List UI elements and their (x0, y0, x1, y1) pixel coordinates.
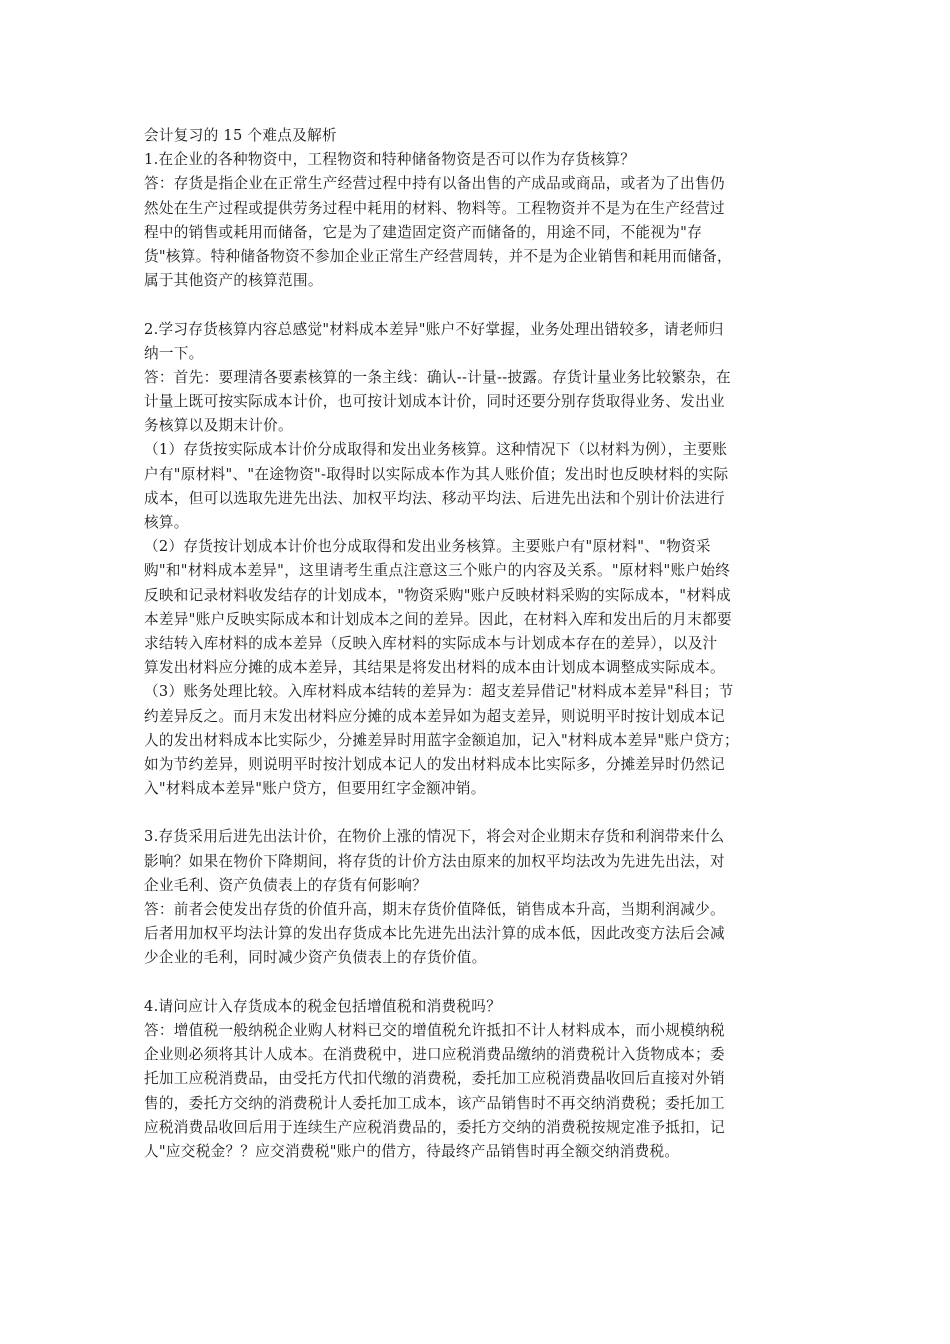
text-line: 反映和记录材料收发结存的计划成本，"物资采购"账户反映材料采购的实际成本，"材料成 (144, 586, 732, 604)
document-body (144, 124, 810, 1164)
text-line: （1）存货按实际成本计价分成取得和发出业务核算。这种情况下（以材料为例），主要账 (144, 441, 728, 459)
text-line: 答：存货是指企业在正常生产经营过程中持有以备出售的产成品或商品，或者为了出售仍 (144, 175, 725, 193)
text-line: 人"应交税金？？应交消费税"账户的借方，待最终产品销售时再全额交纳消费税。 (144, 1142, 680, 1160)
blank-line (144, 971, 810, 995)
text-line: 4.请问应计入存货成本的税金包括增值税和消费税吗？ (144, 997, 502, 1015)
text-line: 属于其他资产的核算范围。 (144, 272, 323, 290)
text-line: 入"材料成本差异"账户贷方，但要用红字金额冲销。 (144, 780, 486, 798)
text-line: 核算。 (144, 514, 189, 531)
text-line: 购"和"材料成本差异"，这里请考生重点注意这三个账户的内容及关系。"原材料"账户始终 (144, 562, 731, 580)
text-line: 答：增值税一般纳税企业购人材料已交的增值税允许抵扣不计人材料成本，而小规模纳税 (144, 1021, 725, 1039)
text-line: 后者用加权平均法计算的发出存货成本比先进先出法汁算的成本低，因此改变方法后会减 (144, 925, 725, 943)
text-line: 应税消费品收回后用于连续生产应税消费品的，委托方交纳的消费税按规定准予抵扣，记 (144, 1118, 725, 1136)
text-line: 影响？如果在物价下降期间，将存货的计价方法由原来的加权平均法改为先进先出法，对 (144, 852, 725, 870)
document-title: 会计复习的 15 个难点及解析 (144, 127, 337, 144)
text-line: （3）账务处理比较。入库材料成本结转的差异为：超支差异借记"材料成本差异"科目；节 (144, 683, 734, 701)
text-line: 企业毛利、资产负债表上的存货有何影响？ (144, 876, 427, 894)
text-line: 企业则必须将其计人成本。在消费税中，进口应税消费品缴纳的消费税计入货物成本；委 (144, 1046, 725, 1064)
text-line: 然处在生产过程或提供劳务过程中耗用的材料、物料等。工程物资并不是为在生产经营过 (144, 199, 725, 217)
text-line: 人的发出材料成本比实际少，分摊差异时用蓝字金额追加，记入"材料成本差异"账户贷方； (144, 731, 739, 749)
text-line: （2）存货按计划成本计价也分成取得和发出业务核算。主要账户有"原材料"、"物资采 (144, 538, 711, 556)
text-line: 少企业的毛利，同时减少资产负债表上的存货价值。 (144, 949, 487, 967)
text-line: 如为节约差异，则说明平时按汁划成本记人的发出材料成本比实际多，分摊差异时仍然记 (144, 755, 725, 773)
text-line: 计量上既可按实际成本计价，也可按计划成本计价，同时还要分别存货取得业务、发出业 (144, 393, 725, 411)
text-line: 户有"原材料"、"在途物资"-取得时以实际成本作为其人账价值；发出时也反映材料的实际 (144, 465, 729, 483)
text-line: 1.在企业的各种物资中，工程物资和特种储备物资是否可以作为存货核算？ (144, 151, 636, 169)
text-line: 纳一下。 (144, 344, 204, 362)
text-line: 托加工应税消费品，由受托方代扣代缴的消费税，委托加工应税消费晶收回后直接对外销 (144, 1070, 725, 1088)
text-line: 3.存货采用后进先出法计价，在物价上涨的情况下，将会对企业期末存货和利润带来什么 (144, 828, 725, 846)
text-line: 货"核算。特种储备物资不参加企业正常生产经营周转，并不是为企业销售和耗用而储备， (144, 247, 732, 265)
text-line: 算发出材料应分摊的成本差异，其结果是将发出材料的成本由计划成本调整成实际成本。 (144, 659, 725, 677)
text-line: 程中的销售或耗用而储备，它是为了建造固定资产而储备的，用途不同，不能视为"存 (144, 223, 703, 241)
text-line: 答：首先：要理清各要素核算的一条主线：确认--计量--披露。存货计量业务比较繁杂，在 (144, 368, 731, 386)
blank-line (144, 293, 810, 317)
text-line: 成本，但可以选取先进先出法、加权平均法、移动平均法、后进先出法和个别计价法进行 (144, 489, 725, 507)
document-page (144, 124, 810, 1164)
text-line: 约差异反之。而月末发出材料应分摊的成本差异如为超支差异，则说明平时按计划成本记 (144, 707, 725, 725)
text-line: 售的，委托方交纳的消费税计人委托加工成本，该产品销售时不再交纳消费税；委托加工 (144, 1094, 725, 1112)
blank-line (144, 801, 810, 825)
text-line: 2.学习存货核算内容总感觉"材料成本差异"账户不好掌握，业务处理出错较多，请老师归 (144, 320, 724, 338)
text-line: 答：前者会使发出存货的价值升高，期末存货价值降低，销售成本升高，当期利润减少。 (144, 901, 725, 918)
text-line: 本差异"账户反映实际成本和计划成本之间的差异。因此，在材料入库和发出后的月末都要 (144, 610, 732, 628)
text-line: 务核算以及期末计价。 (144, 417, 293, 435)
text-line: 求结转入库材料的成本差异（反映入库材料的实际成本与计划成本存在的差异），以及汁 (144, 634, 718, 652)
